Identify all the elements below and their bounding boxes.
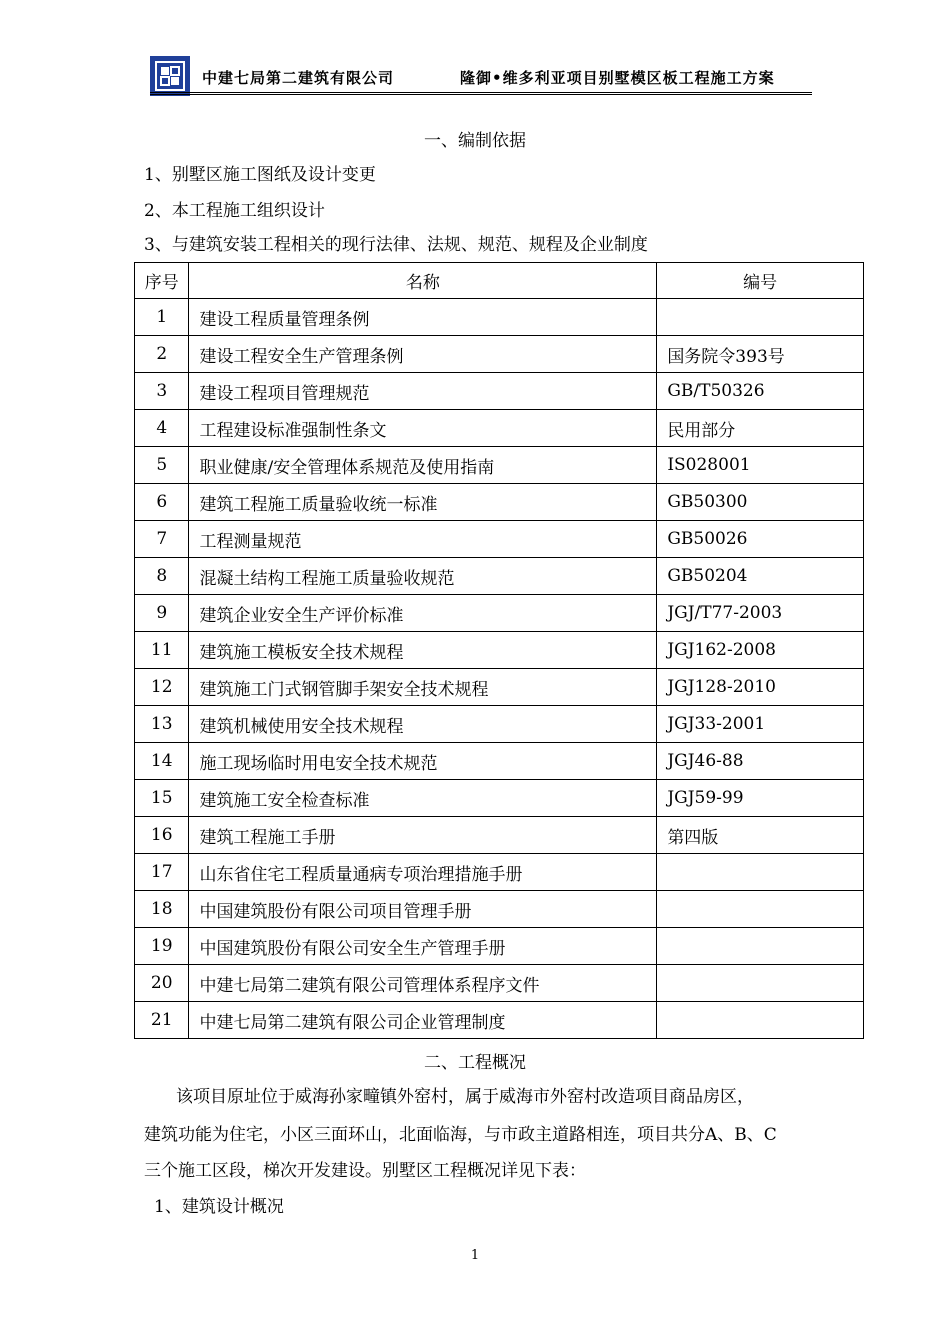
table-row (135, 706, 864, 743)
table-row (135, 521, 864, 558)
row-name: 山东省住宅工程质量通病专项治理措施手册 (189, 854, 657, 891)
table-row (135, 410, 864, 447)
row-number: 1 (135, 299, 189, 336)
row-number: 2 (135, 336, 189, 373)
row-number: 12 (135, 669, 189, 706)
row-name: 职业健康/安全管理体系规范及使用指南 (189, 447, 657, 484)
row-name: 建筑施工安全检查标准 (189, 780, 657, 817)
row-code (657, 1002, 864, 1039)
row-code (657, 854, 864, 891)
table-row (135, 928, 864, 965)
subheading-architecture: 1、建筑设计概况 (154, 1197, 284, 1217)
row-code: GB50300 (657, 484, 864, 521)
table-row (135, 595, 864, 632)
row-code: 民用部分 (657, 410, 864, 447)
section-title-basis: 一、编制依据 (424, 131, 526, 151)
row-code: JGJ46-88 (657, 743, 864, 780)
row-code (657, 299, 864, 336)
basis-item-2: 2、本工程施工组织设计 (144, 201, 325, 221)
row-code: GB/T50326 (657, 373, 864, 410)
row-name: 建筑施工门式钢管脚手架安全技术规程 (189, 669, 657, 706)
table-row (135, 854, 864, 891)
overview-line-3: 三个施工区段，梯次开发建设。别墅区工程概况详见下表： (144, 1161, 586, 1181)
row-number: 5 (135, 447, 189, 484)
row-name: 混凝土结构工程施工质量验收规范 (189, 558, 657, 595)
overview-line-2: 建筑功能为住宅，小区三面环山，北面临海，与市政主道路相连，项目共分A、B、C (144, 1125, 777, 1145)
overview-line-1: 该项目原址位于威海孙家疃镇外窑村，属于威海市外窑村改造项目商品房区， (176, 1087, 754, 1107)
row-number: 15 (135, 780, 189, 817)
row-number: 16 (135, 817, 189, 854)
row-number: 6 (135, 484, 189, 521)
row-number: 11 (135, 632, 189, 669)
table-row (135, 632, 864, 669)
row-name: 建筑企业安全生产评价标准 (189, 595, 657, 632)
row-name: 建设工程质量管理条例 (189, 299, 657, 336)
row-name: 建筑机械使用安全技术规程 (189, 706, 657, 743)
row-code: 国务院令393号 (657, 336, 864, 373)
row-code: GB50204 (657, 558, 864, 595)
row-number: 18 (135, 891, 189, 928)
cscec-logo-icon (153, 59, 187, 93)
table-row (135, 669, 864, 706)
page-header (150, 56, 812, 96)
row-name: 中国建筑股份有限公司安全生产管理手册 (189, 928, 657, 965)
row-name: 工程建设标准强制性条文 (189, 410, 657, 447)
header-code: 编号 (657, 263, 864, 299)
row-number: 3 (135, 373, 189, 410)
row-code: JGJ33-2001 (657, 706, 864, 743)
section-title-overview: 二、工程概况 (424, 1053, 526, 1073)
row-code (657, 928, 864, 965)
row-code: GB50026 (657, 521, 864, 558)
row-name: 工程测量规范 (189, 521, 657, 558)
row-name: 施工现场临时用电安全技术规范 (189, 743, 657, 780)
table-row (135, 484, 864, 521)
page-number: 1 (470, 1248, 480, 1263)
row-name: 建设工程安全生产管理条例 (189, 336, 657, 373)
row-number: 17 (135, 854, 189, 891)
row-number: 13 (135, 706, 189, 743)
basis-item-3: 3、与建筑安装工程相关的现行法律、法规、规范、规程及企业制度 (144, 235, 648, 255)
row-name: 建筑施工模板安全技术规程 (189, 632, 657, 669)
row-name: 中建七局第二建筑有限公司管理体系程序文件 (189, 965, 657, 1002)
reference-table (134, 262, 864, 1039)
table-row (135, 373, 864, 410)
row-code: 第四版 (657, 817, 864, 854)
table-body (135, 299, 864, 1039)
basis-item-1: 1、别墅区施工图纸及设计变更 (144, 165, 376, 185)
table-row (135, 743, 864, 780)
table-row (135, 558, 864, 595)
row-number: 7 (135, 521, 189, 558)
row-code: IS028001 (657, 447, 864, 484)
row-code (657, 965, 864, 1002)
row-name: 中建七局第二建筑有限公司企业管理制度 (189, 1002, 657, 1039)
table-row (135, 299, 864, 336)
row-number: 4 (135, 410, 189, 447)
row-name: 建筑工程施工手册 (189, 817, 657, 854)
table-row (135, 780, 864, 817)
header-divider-secondary (150, 94, 812, 95)
company-logo (150, 56, 190, 96)
project-title: 隆御•维多利亚项目别墅模区板工程施工方案 (460, 69, 775, 87)
row-code (657, 891, 864, 928)
table-row (135, 447, 864, 484)
header-number: 序号 (135, 263, 189, 299)
table-row (135, 1002, 864, 1039)
table-row (135, 336, 864, 373)
row-code: JGJ128-2010 (657, 669, 864, 706)
row-number: 14 (135, 743, 189, 780)
company-name: 中建七局第二建筑有限公司 (202, 69, 395, 87)
table-row (135, 891, 864, 928)
row-name: 建设工程项目管理规范 (189, 373, 657, 410)
header-divider (150, 92, 812, 93)
row-number: 21 (135, 1002, 189, 1039)
row-name: 中国建筑股份有限公司项目管理手册 (189, 891, 657, 928)
row-number: 19 (135, 928, 189, 965)
row-name: 建筑工程施工质量验收统一标准 (189, 484, 657, 521)
row-code: JGJ/T77-2003 (657, 595, 864, 632)
row-number: 20 (135, 965, 189, 1002)
table-row (135, 817, 864, 854)
row-code: JGJ59-99 (657, 780, 864, 817)
row-number: 8 (135, 558, 189, 595)
row-number: 9 (135, 595, 189, 632)
header-name: 名称 (189, 263, 657, 299)
row-code: JGJ162-2008 (657, 632, 864, 669)
table-row (135, 965, 864, 1002)
table-header-row (135, 263, 864, 299)
